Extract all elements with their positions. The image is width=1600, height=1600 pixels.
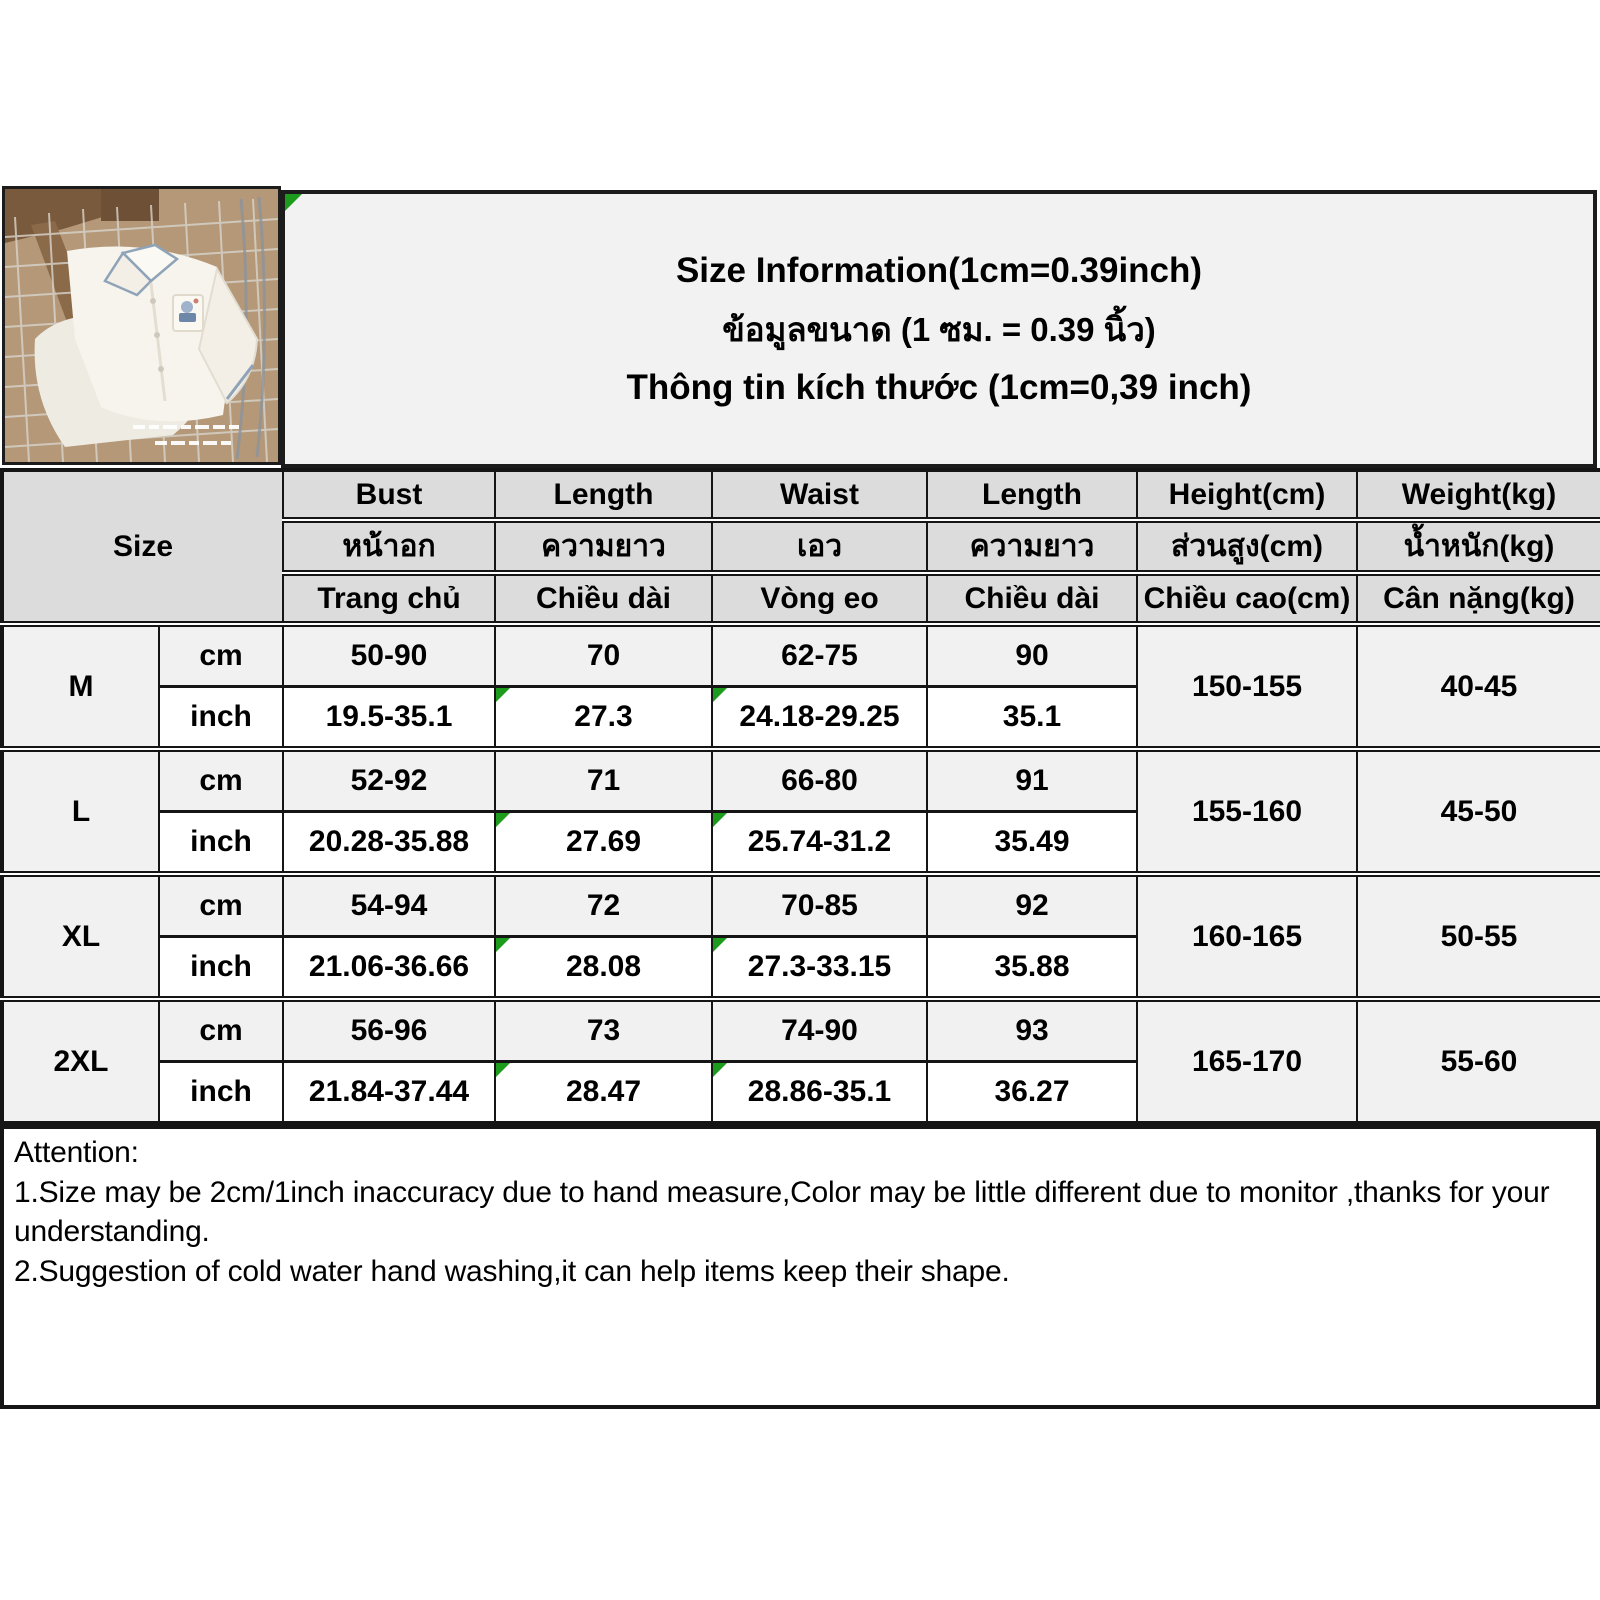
L-inch-bust: 20.28-35.88: [283, 812, 495, 875]
2XL-inch-bust: 21.84-37.44: [283, 1062, 495, 1124]
col-header-weight-en: Weight(kg): [1357, 470, 1600, 520]
row-L-cm: [2, 749, 1600, 812]
M-cm-waist: 62-75: [712, 624, 927, 687]
XL-cm-length: 72: [495, 874, 712, 937]
excel-error-triangle-icon: [713, 938, 727, 952]
size-label-L: L: [2, 749, 159, 874]
col-header-weight-th: น้ำหนัก(kg): [1357, 520, 1600, 573]
title-thai: ข้อมูลขนาด (1 ซม. = 0.39 นิ้ว): [722, 310, 1156, 348]
XL-cm-waist: 70-85: [712, 874, 927, 937]
XL-inch-waist: 27.3-33.15: [712, 937, 927, 1000]
unit-inch: inch: [159, 937, 283, 1000]
XL-weight: 50-55: [1357, 874, 1600, 999]
M-inch-length: 27.3: [495, 687, 712, 750]
L-cm-bust: 52-92: [283, 749, 495, 812]
M-inch-bust: 19.5-35.1: [283, 687, 495, 750]
header-row-english: [2, 470, 1600, 520]
col-header-length2-th: ความยาว: [927, 520, 1137, 573]
excel-error-triangle-icon: [713, 813, 727, 827]
col-header-height-en: Height(cm): [1137, 470, 1357, 520]
attention-line-1: 1.Size may be 2cm/1inch inaccuracy due to hand measure,Color may be little different due to monitor ,thanks for your understanding.: [14, 1175, 1550, 1249]
col-header-length2-en: Length: [927, 470, 1137, 520]
L-inch-length2: 35.49: [927, 812, 1137, 875]
2XL-cm-length: 73: [495, 999, 712, 1062]
2XL-weight: 55-60: [1357, 999, 1600, 1123]
unit-inch: inch: [159, 1062, 283, 1124]
excel-error-triangle-icon: [496, 938, 510, 952]
row-XL-cm: [2, 874, 1600, 937]
row-2XL-cm: [2, 999, 1600, 1062]
excel-error-triangle-icon: [496, 1063, 510, 1077]
L-inch-length: 27.69: [495, 812, 712, 875]
attention-line-2: 2.Suggestion of cold water hand washing,it can help items keep their shape.: [14, 1254, 1010, 1288]
M-cm-length2: 90: [927, 624, 1137, 687]
2XL-inch-length2: 36.27: [927, 1062, 1137, 1124]
unit-cm: cm: [159, 749, 283, 812]
size-table: [0, 468, 1600, 1125]
excel-error-triangle-icon: [285, 194, 302, 211]
2XL-inch-length: 28.47: [495, 1062, 712, 1124]
XL-cm-bust: 54-94: [283, 874, 495, 937]
M-height: 150-155: [1137, 624, 1357, 749]
M-inch-length2: 35.1: [927, 687, 1137, 750]
unit-cm: cm: [159, 874, 283, 937]
M-weight: 40-45: [1357, 624, 1600, 749]
title-block: [281, 190, 1597, 468]
L-height: 155-160: [1137, 749, 1357, 874]
L-cm-length: 71: [495, 749, 712, 812]
excel-error-triangle-icon: [496, 688, 510, 702]
size-label-M: M: [2, 624, 159, 749]
pocket-embroidery: [181, 301, 193, 313]
2XL-cm-length2: 93: [927, 999, 1137, 1062]
col-header-bust-en: Bust: [283, 470, 495, 520]
row-M-cm: [2, 624, 1600, 687]
M-cm-length: 70: [495, 624, 712, 687]
col-header-waist-vi: Vòng eo: [712, 573, 927, 624]
XL-inch-length: 28.08: [495, 937, 712, 1000]
L-inch-waist: 25.74-31.2: [712, 812, 927, 875]
unit-inch: inch: [159, 812, 283, 875]
XL-cm-length2: 92: [927, 874, 1137, 937]
2XL-height: 165-170: [1137, 999, 1357, 1123]
lower-section: [0, 468, 1600, 1409]
col-header-weight-vi: Cân nặng(kg): [1357, 573, 1600, 624]
size-label-XL: XL: [2, 874, 159, 999]
col-header-length-th: ความยาว: [495, 520, 712, 573]
title-vietnamese: Thông tin kích thước (1cm=0,39 inch): [626, 367, 1252, 407]
col-header-bust-th: หน้าอก: [283, 520, 495, 573]
col-header-height-vi: Chiều cao(cm): [1137, 573, 1357, 624]
col-header-waist-th: เอว: [712, 520, 927, 573]
XL-inch-length2: 35.88: [927, 937, 1137, 1000]
col-header-bust-vi: Trang chủ: [283, 573, 495, 624]
col-header-length-en: Length: [495, 470, 712, 520]
col-header-length2-vi: Chiều dài: [927, 573, 1137, 624]
XL-height: 160-165: [1137, 874, 1357, 999]
L-weight: 45-50: [1357, 749, 1600, 874]
2XL-cm-bust: 56-96: [283, 999, 495, 1062]
XL-inch-bust: 21.06-36.66: [283, 937, 495, 1000]
excel-error-triangle-icon: [713, 1063, 727, 1077]
2XL-cm-waist: 74-90: [712, 999, 927, 1062]
col-header-length-vi: Chiều dài: [495, 573, 712, 624]
unit-cm: cm: [159, 999, 283, 1062]
title-english: Size Information(1cm=0.39inch): [675, 250, 1203, 290]
size-header-cell: Size: [2, 470, 283, 624]
attention-heading: Attention:: [14, 1136, 139, 1169]
M-inch-waist: 24.18-29.25: [712, 687, 927, 750]
col-header-waist-en: Waist: [712, 470, 927, 520]
unit-cm: cm: [159, 624, 283, 687]
2XL-inch-waist: 28.86-35.1: [712, 1062, 927, 1124]
excel-error-triangle-icon: [496, 813, 510, 827]
unit-inch: inch: [159, 687, 283, 750]
M-cm-bust: 50-90: [283, 624, 495, 687]
product-photo: [2, 186, 281, 465]
attention-box: [0, 1125, 1600, 1409]
L-cm-length2: 91: [927, 749, 1137, 812]
L-cm-waist: 66-80: [712, 749, 927, 812]
pajama-set-illustration: [5, 189, 278, 462]
excel-error-triangle-icon: [713, 688, 727, 702]
size-label-2XL: 2XL: [2, 999, 159, 1123]
col-header-height-th: ส่วนสูง(cm): [1137, 520, 1357, 573]
